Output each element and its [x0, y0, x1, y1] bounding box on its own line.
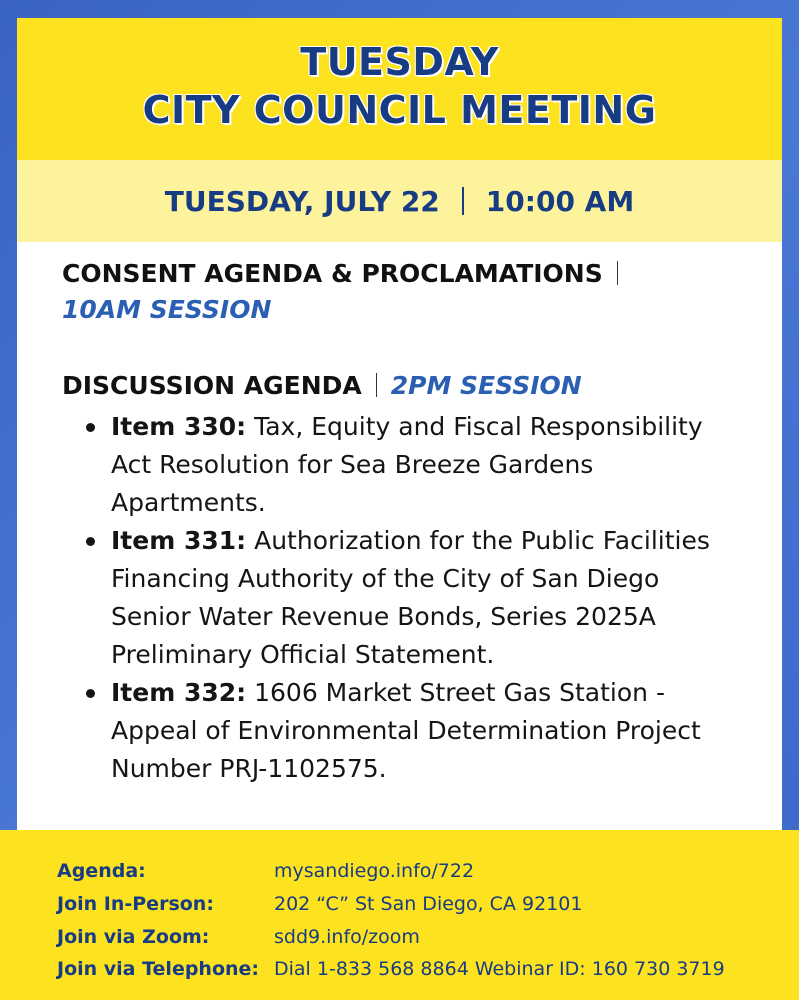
consent-session: 10AM SESSION: [62, 295, 272, 324]
discussion-session: 2PM SESSION: [390, 371, 582, 400]
agenda-item-label: Item 332:: [111, 678, 247, 707]
discussion-title: DISCUSSION AGENDA: [62, 371, 362, 400]
agenda-item: [62, 522, 722, 674]
zoom-link[interactable]: sdd9.info/zoom: [274, 926, 420, 948]
agenda-item-text: Tax, Equity and Fiscal Responsibility Act Resolution for Sea Breeze Gardens Apartments.: [111, 412, 703, 517]
footer-label: Join via Zoom:: [57, 926, 210, 948]
header-banner: [17, 18, 782, 160]
header-title-line1: TUESDAY: [300, 40, 499, 84]
discussion-item-list: [62, 408, 722, 788]
agenda-body: [62, 256, 722, 788]
telephone-value: Dial 1-833 568 8864 Webinar ID: 160 730 3719: [274, 958, 725, 980]
agenda-item-label: Item 331:: [111, 526, 247, 555]
discussion-heading: [62, 368, 722, 404]
footer-label: Agenda:: [57, 860, 146, 882]
agenda-item: [62, 674, 722, 788]
header-title-line2: CITY COUNCIL MEETING: [142, 88, 657, 132]
consent-divider: [617, 261, 618, 285]
agenda-link[interactable]: mysandiego.info/722: [274, 860, 475, 882]
agenda-item-label: Item 330:: [111, 412, 247, 441]
bullet-icon: [86, 537, 95, 546]
address-value: 202 “C” St San Diego, CA 92101: [274, 893, 583, 915]
date-time-divider: [462, 187, 464, 215]
meeting-time: 10:00 AM: [485, 184, 635, 218]
footer-label: Join In-Person:: [57, 893, 214, 915]
agenda-item-text: Authorization for the Public Facilities Financing Authority of the City of San Diego Senior Water Revenue Bonds, Series 2025A Preliminary Official Statement.: [111, 526, 710, 669]
footer-info: [0, 830, 799, 1000]
bullet-icon: [86, 689, 95, 698]
consent-section: [62, 256, 722, 328]
consent-title: CONSENT AGENDA & PROCLAMATIONS: [62, 259, 603, 288]
footer-label: Join via Telephone:: [57, 958, 260, 980]
date-time-band: [17, 160, 782, 242]
bullet-icon: [86, 423, 95, 432]
agenda-item: [62, 408, 722, 522]
discussion-section: [62, 368, 722, 788]
consent-heading: [62, 256, 722, 292]
discussion-divider: [376, 373, 377, 397]
agenda-item-text: 1606 Market Street Gas Station - Appeal of Environmental Determination Project Number PRJ-1102575.: [111, 678, 701, 783]
meeting-date: TUESDAY, JULY 22: [164, 184, 440, 218]
